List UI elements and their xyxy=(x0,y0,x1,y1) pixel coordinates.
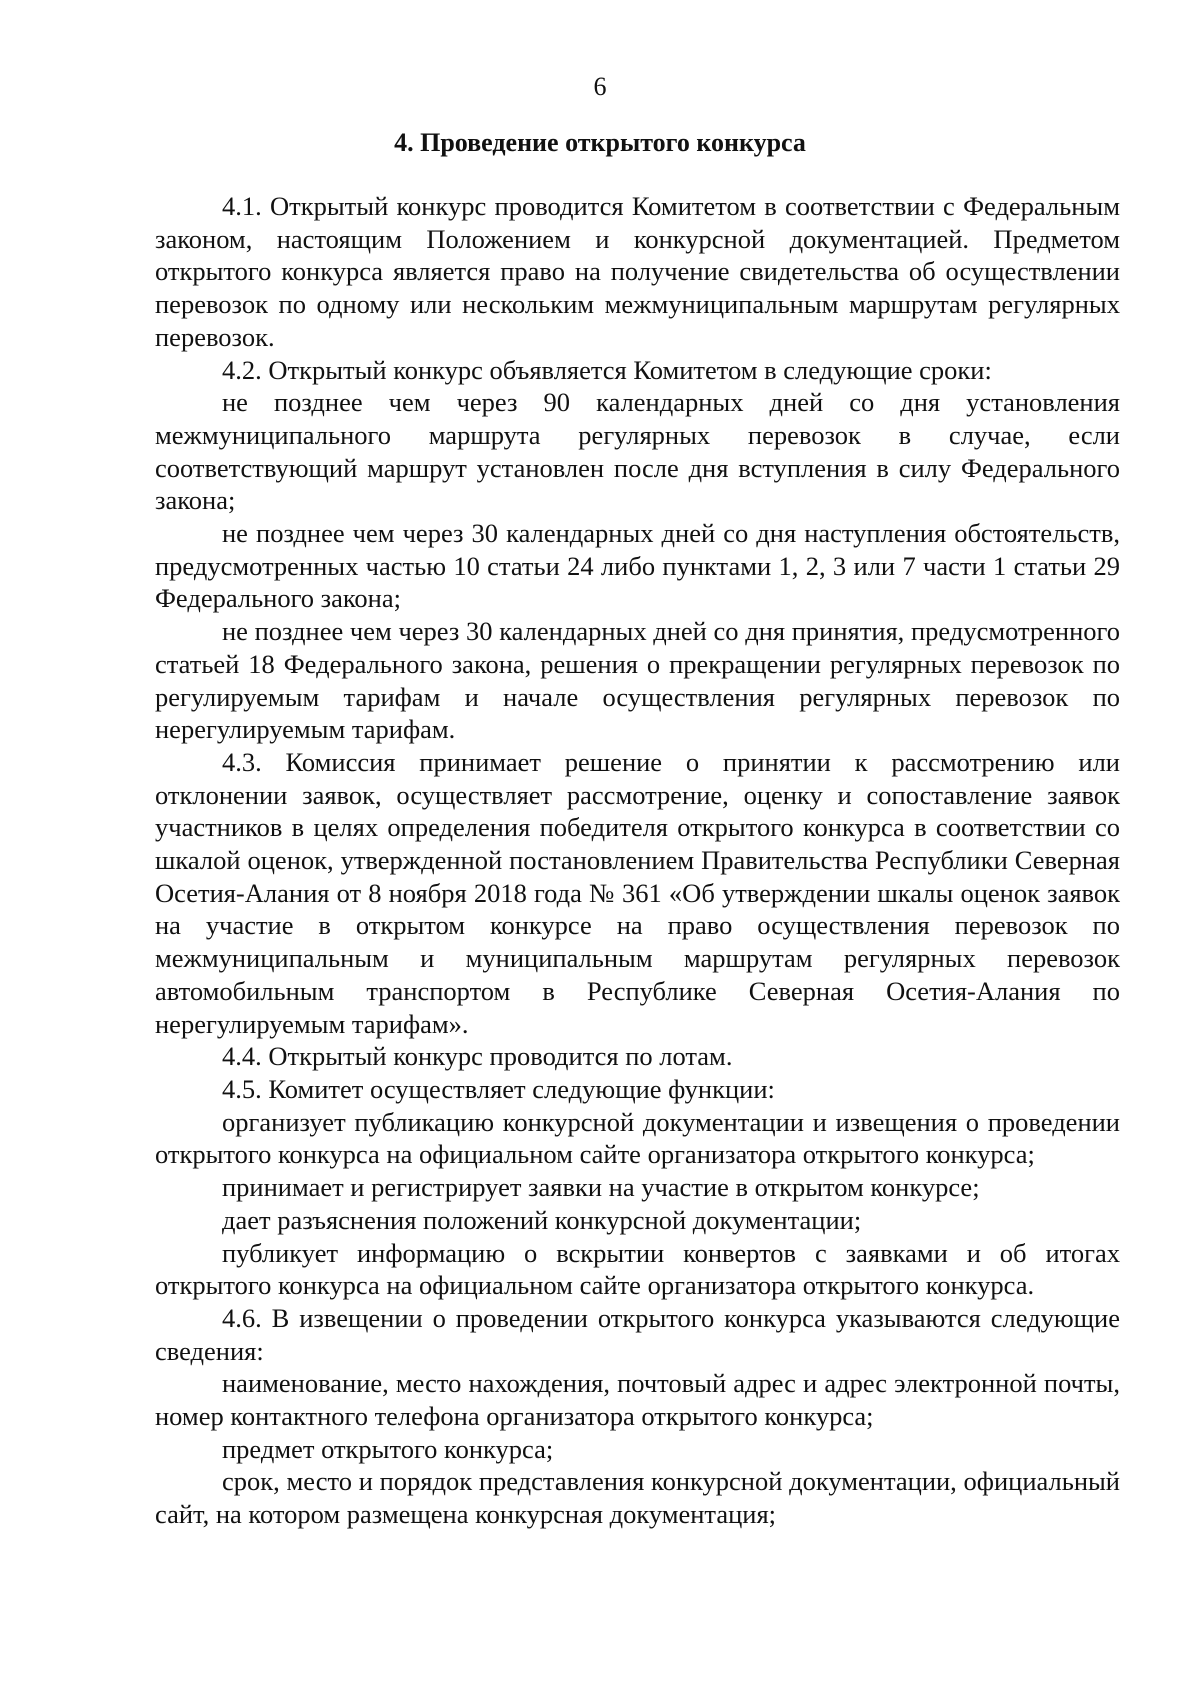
page-number: 6 xyxy=(593,72,607,101)
paragraph-4-4: 4.4. Открытый конкурс проводится по лотам. xyxy=(222,1041,733,1072)
paragraph-4-5-item-4: публикует информацию о вскрытии конвертов с заявками и об итогах открытого конкурса на официальном сайте организатора открытого конкурса. xyxy=(155,1237,1120,1301)
paragraph-4-2-item-1: не позднее чем через 90 календарных дней со дня установления межмуниципального маршрута регулярных перевозок в случае, если соответствующий маршрут установлен после дня вступления в силу Федерального закона; xyxy=(155,387,1120,516)
paragraph-4-5-item-3: дает разъяснения положений конкурсной документации; xyxy=(222,1204,862,1235)
paragraph-4-6-item-2: предмет открытого конкурса; xyxy=(222,1433,554,1464)
section-title: 4. Проведение открытого конкурса xyxy=(394,128,806,157)
paragraph-4-5: 4.5. Комитет осуществляет следующие функции: xyxy=(222,1073,775,1104)
paragraph-4-5-item-2: принимает и регистрирует заявки на участие в открытом конкурсе; xyxy=(222,1172,980,1203)
paragraph-4-1: 4.1. Открытый конкурс проводится Комитетом в соответствии с Федеральным законом, настоящим Положением и конкурсной документацией. Предметом открытого конкурса является право на получение свидетельства об осуществлении перевозок по одному или нескольким межмуниципальным маршрутам регулярных перевозок. xyxy=(155,191,1120,352)
paragraph-4-5-item-1: организует публикацию конкурсной документации и извещения о проведении открытого конкурса на официальном сайте организатора открытого конкурса; xyxy=(155,1106,1120,1170)
document-body xyxy=(155,190,1120,1531)
paragraph-4-6: 4.6. В извещении о проведении открытого конкурса указываются следующие сведения: xyxy=(155,1302,1120,1366)
paragraph-4-2: 4.2. Открытый конкурс объявляется Комитетом в следующие сроки: xyxy=(222,354,992,385)
paragraph-4-6-item-1: наименование, место нахождения, почтовый адрес и адрес электронной почты, номер контактного телефона организатора открытого конкурса; xyxy=(155,1368,1120,1432)
paragraph-4-2-item-3: не позднее чем через 30 календарных дней со дня принятия, предусмотренного статьей 18 Федерального закона, решения о прекращении регулярных перевозок по регулируемым тарифам и начале осуществления регулярных перевозок по нерегулируемым тарифам. xyxy=(155,616,1120,745)
paragraph-4-2-item-2: не позднее чем через 30 календарных дней со дня наступления обстоятельств, предусмотренных частью 10 статьи 24 либо пунктами 1, 2, 3 или 7 части 1 статьи 29 Федерального закона; xyxy=(155,518,1120,614)
paragraph-4-6-item-3: срок, место и порядок представления конкурсной документации, официальный сайт, на котором размещена конкурсная документация; xyxy=(155,1466,1120,1530)
paragraph-4-3: 4.3. Комиссия принимает решение о принятии к рассмотрению или отклонении заявок, осуществляет рассмотрение, оценку и сопоставление заявок участников в целях определения победителя открытого конкурса в соответствии со шкалой оценок, утвержденной постановлением Правительства Республики Северная Осетия-Алания от 8 ноября 2018 года № 361 «Об утверждении шкалы оценок заявок на участие в открытом конкурсе на право осуществления перевозок по межмуниципальным и муниципальным маршрутам регулярных перевозок автомобильным транспортом в Республике Северная Осетия-Алания по нерегулируемым тарифам». xyxy=(155,746,1120,1039)
